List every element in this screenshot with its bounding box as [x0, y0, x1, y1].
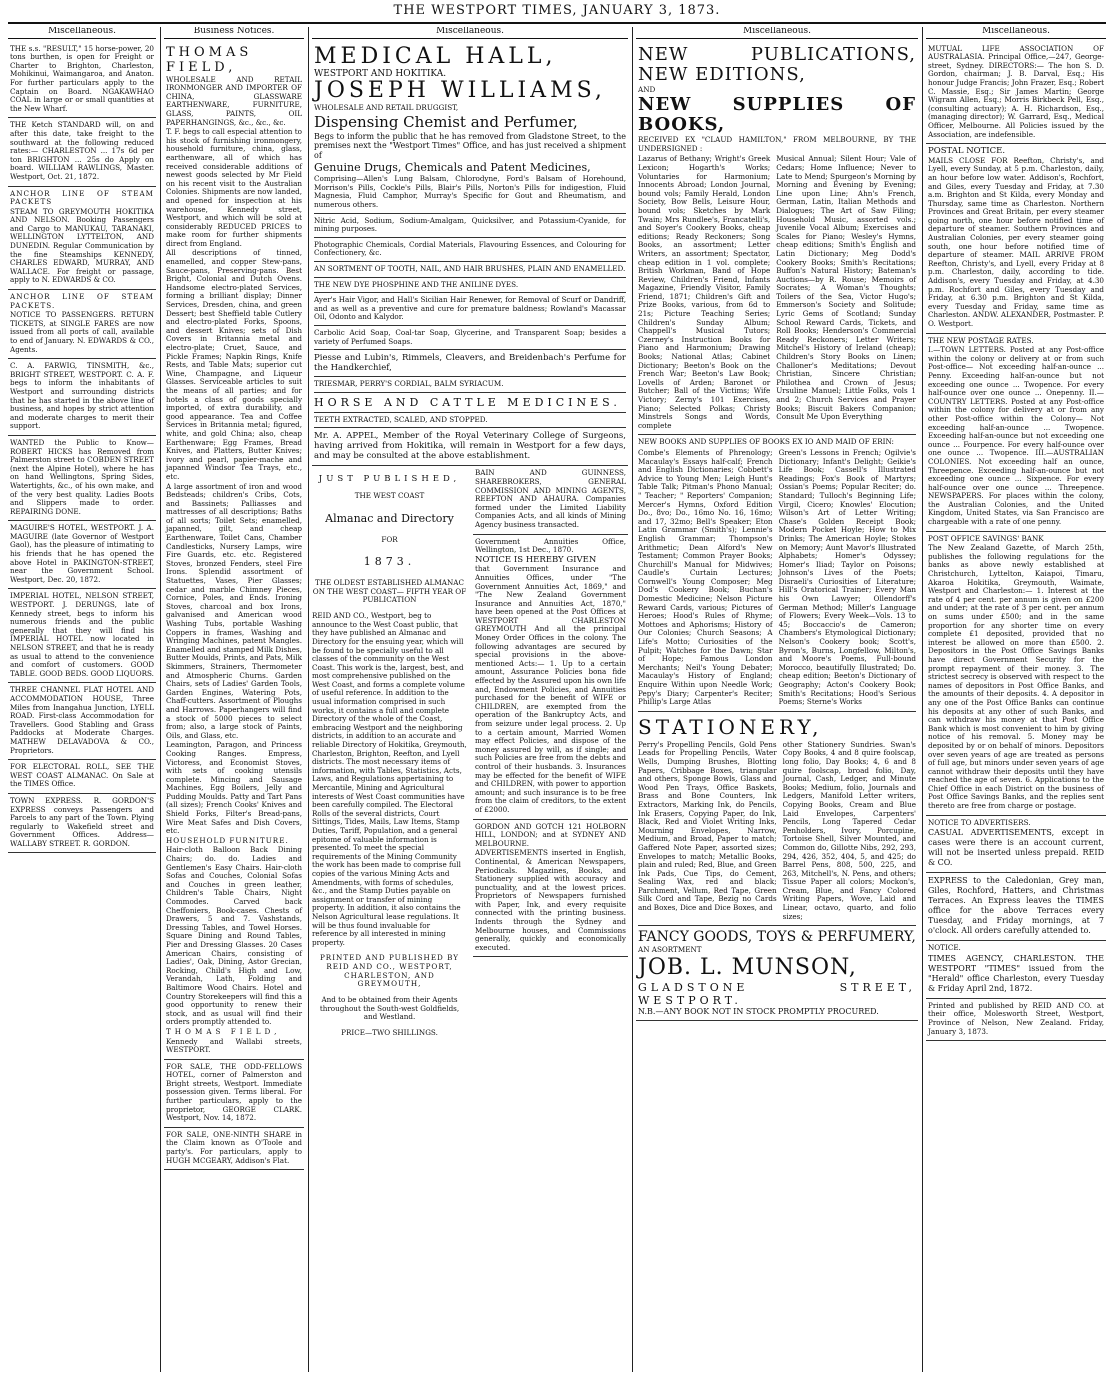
- ad-headline: FANCY GOODS, TOYS & PERFUMERY,: [638, 929, 916, 946]
- ad-munson-books: [636, 42, 918, 1022]
- ad-footnote: N.B.—ANY BOOK NOT IN STOCK PROMPTLY PROCURED.: [638, 1006, 879, 1016]
- ad-text: FOR SALE, THE ODD-FELLOWS HOTEL, corner of Palmerston and Bright streets, Westport. Immediate possession given. Terms liberal. For further particulars, apply to the proprietor, GEORGE CLARK. Westport, Nov. 14, 1872.: [166, 1061, 302, 1123]
- ad-imperial-hotel: [8, 589, 156, 683]
- ad-text: Hair-cloth Balloon Back Dining Chairs; do. do. Ladies and Gentlemen's Easy Chairs. Hair-cloth Sofas and Couches, Colonial Sofas and Couches in green leather, Children's Table Chairs, Night Commodes. Carved back Cheffoniers, Book-cases. Chests of Drawers, 5 and 7. Vashstands, Dressing Tables, and Towel Horses. Square Dining and Round Tables, Pier and Dressing Glasses. 20 Cases American Chairs, consisting of Ladies', Oak, Dining, Astor Grecian, Rocking, Child's High and Low, Verandah, Lath, Folding and Baltimore Wood Chairs. Hotel and Country Storekeepers will find this a good opportunity to renew their stock, and as usual will find their orders promptly attended to.: [166, 845, 302, 1027]
- divider: [314, 237, 626, 238]
- ad-text: CASUAL ADVERTISEMENTS, except in cases were there is an account current, will not be inserted unless prepaid. REID & CO.: [928, 828, 1104, 868]
- ad-signature-address: Kennedy and Wallabi streets, WESTPORT.: [166, 1036, 302, 1055]
- ad-result-steamer: [8, 42, 156, 119]
- ad-headline: Genuine Drugs, Chemicals and Patent Medicines,: [314, 161, 591, 175]
- column-rule: [160, 27, 161, 1372]
- ad-hicks: [8, 436, 156, 521]
- notice-agency: [926, 941, 1106, 999]
- ad-ketch-standard: [8, 118, 156, 186]
- book-list-right: Green's Lessons in French; Ogilvie's Dictionary; Infant's Delight; Geikie's Life Book; Cassell's Illustrated Readings; Fox's Book of Martyrs; Ossian's Poems; Popular Reciter; do. Standard; Tulloch's Beginning Life; Virgil, Cicero; Knowles' Elocution; Wilson's Art of Letter Writing; Chase's Golden Receipt Book; Modern Pocket Hoyle; How to Mix Drinks; The American Hoyle; Stokes on Memory; Aunt Mavor's Illustrated Alphabets; Homer's Odyssey; Homer's Iliad; Taylor on Poisons; Johnson's Lives of the Poets; Disraeli's Curiosities of Literature; Hill's Oratorical Trainer; Every Man his Own Lawyer; Ollendorff's German Method; Miller's Language of Flowers; Every Week—Vols. 13 to 45; Boccaccio's de Cameron; Chambers's Etymological Dictionary; Nelson's Cookery book; Scott's, Byron's, Burns, Longfellow, Milton's, and Moore's Poems, Full-bound Morocco, beautifully Illustrated; Do. cheap edition; Beeton's Dictionary of Geography; Acton's Cookery Book; Smith's Recitations; Hood's Serious Poems; Sterne's Works: [778, 447, 916, 707]
- stationery-left: Perry's Propelling Pencils, Gold Pens Leads for Propelling Pencils, Water Wells, Dumping Brushes, Blotting Papers, Cribbage Boxes, triangular and others, Sponge Bowls, Glass and Wood Pen Trays, Office Baskets, Brass and Bone Counters, Ink Extractors, Marking Ink, do Pencils, Ink Erasers, Copying Paper, do Ink, Black, Red and Violet Writing Inks, Mourning Envelopes, Narrow, Medium, and Broad, Paper to match; Gaffered Note Paper, assorted sizes; Envelopes to match; Metallic Books, plain and ruled; Red, Blue, and Green Ink Pads, Cue Tips, do Cement, Sealing Wax, red and black; Parchment, Vellum, Red Tape, Green Silk Cord and Tape, Bezig no Cards and Boxes, Dice and Dice Boxes, and: [638, 739, 777, 913]
- ad-text: THE Ketch STANDARD will, on and after this date, take freight to the southward at the following reduced rates:— CHARLESTON ... 17s 6d per ton BRIGHTON ... 25s do Apply on board. WILLIAM RAWLINGS, Master. Westport, Oct. 21, 1872.: [10, 120, 154, 181]
- ad-proprietor: JOSEPH WILLIAMS,: [314, 78, 606, 104]
- ad-maguires-hotel: [8, 521, 156, 589]
- divider: [314, 376, 626, 377]
- ad-signature: THOMAS FIELD,: [166, 1026, 281, 1036]
- ad-text: The New Zealand Gazette, of March 25th, publishes the following regulations for the banks as above newly established at Christchurch, Lyttelton, Kaiapoi, Timaru, Akaroa Hokitika, Greymouth, Waimate, Westport and Charleston:— 1. Interest at the rate of 4 per cent. per annum is given on £200 and under; at the rate of 3 per cent. per annum on sums under £500; and in the same proportion for any shorter time on every complete £1 deposited, provided that no interest be allowed on more than £500. 2. Depositors in the Post Office Savings Banks have direct Government Security for the prompt repayment of their money. 3. The strictest secrecy is observed with respect to the names of depositors in Post Office Banks, and the amounts of their deposits. 4. A depositor in any one of the Post Office Banks can continue his deposits at any other of such Banks, and can withdraw his money at that Post Office Bank which is most convenient to him by giving notice of his removal. 5. Money may be deposited by or on behalf of minors. Depositors over seven years of age are treated as persons of full age, but minors under seven years of age cannot withdraw their deposits until they have reached the age of seven. 6. Applications to the Chief Office in each District on the business of Post Office Savings Banks, and the replies sent thereto are free from charge or postage.: [928, 543, 1104, 811]
- ad-title: NEW SUPPLIES OF BOOKS,: [638, 94, 916, 136]
- column-1: [8, 27, 156, 1372]
- ad-text: Photographic Chemicals, Cordial Materials, Flavouring Essences, and Colouring for Confectionery, &c.: [314, 239, 626, 258]
- ad-text: T. F. begs to call especial attention to his stock of furnishing ironmongery, household furniture, china, glass, earthenware, all of which has received considerable additions of newest goods selected by Mr Field on his recent visit to the Australian Colonies. Shipments are now landed, and opened for inspection at his warehouse, Kennedy street, Westport, and which will be sold at considerably REDUCED PRICES to make room for further shipments direct from England.: [166, 127, 302, 248]
- book-list-left: Combe's Elements of Phrenology; Macaulay's Essays half-calf; French and English Dictionaries; Cobbett's Advice to Young Men; Leigh Hunt's Table Talk; Pitman's Phono Manual; " Teacher; " Reporters' Companion; Mercer's Hymns, Oxford Edition Do., 8vo; Do., 16mo No. 16, 16mo; and 17, 32mo; Bell's Speaker; Eton Latin Grammar (Smith's); Lennie's English Grammar; Thompson's Arithmetic; Dean Alford's New Testament; Common Prayer Books; Churchill's Manual for Midwives; Caudle's Curtain Lectures; Cornwell's Young Composer; Meg Dod's Cookery Book; Buchan's Domestic Medicine; Nelson Picture Reward Cards, various; Pictures of Heroes; Hood's Rules of Rhyme; Mottoes and Aphorisms; History of Our Colonies; Church Seasons; A Life's Motto; Curiosities of the Pulpit; Watches for the Dawn; Star of Hope; Famous London Merchants; Neil's Young Debater; Macaulay's History of England; Enquire Within upon Needle Work; Pepy's Diary; Carpenter's Reciter; Phillip's Large Atlas: [638, 447, 773, 707]
- ad-subtitle: WHOLESALE AND RETAIL IRONMONGER AND IMPORTER OF CHINA, GLASSWARE EARTHENWARE, FURNITURE, GLASS, PAINTS, OIL PAPERHANGINGS, &c., &c., &c.: [166, 74, 302, 127]
- ad-subheading: THE OLDEST ESTABLISHED ALMANAC ON THE WEST COAST— FIFTH YEAR OF PUBLICATION: [312, 578, 467, 605]
- ad-text: MUTUAL LIFE ASSOCIATION OF AUSTRALASIA. Principal Office,—247, George-street, Sydney. DIRECTORS:— The hon S. D. Gordon, chairman; J. B. Darval, Esq.; His honour Judge Francis; John Frazer, Esq.; Robert C. Massie, Esq.; Sir James Martin; George Wigram Allen, Esq.; Morris Birkbeck Pell, Esq., (consulting actuary); A. H. Richardson, Esq., (managing director); W. Garrard, Esq., Medical Officer, Melbourne. All Policies issued by the Association, are indefensible.: [928, 43, 1104, 139]
- ad-heading: POSTAL NOTICE.: [928, 146, 1006, 157]
- ad-headline: Dispensing Chemist and Perfumer,: [314, 112, 578, 131]
- ad-title: NEW PUBLICATIONS, NEW EDITIONS,: [638, 43, 916, 85]
- ad-heading: NOTICE.: [928, 943, 961, 953]
- ad-text: Leamington, Paragon, and Princess Cooking Ranges. Empress, Victoress, and Economist Stoves, with sets of cooking utensils complete. Mincing and Sausage Machines, Egg Boilers, Jelly and Pudding Moulds. Patty and Tart Pans (all sizes); French Cooks' Knives and Shield Forks, Filter's Bread-pans, Wire Meat Safes and Dish Covers, etc.: [166, 740, 302, 836]
- divider: [314, 277, 626, 278]
- ad-price: PRICE—TWO SHILLINGS.: [341, 1028, 438, 1037]
- ad-thomas-field: [164, 42, 304, 1060]
- ad-oddfellows-sale: [164, 1060, 304, 1128]
- column-5: [926, 27, 1106, 1372]
- book-list-left: Lazarus of Bethany; Wright's Greek Lexicon; Hogarth's Works; Voluntaries for Harmonium; Innocents Abroad; London Journal, bound vols; Family Herald, London Society, Bow Bells, Leisure Hour, bound vols; Sketches by Mark Twain; Mrs Rundlee's, Francatelli's, and Soyer's Cookery Books, cheap editions; Ready Reckoners; Song Books, an assortment; Letter Writers, an assortment; Spectator, cheap edition in 1 vol. complete; British Workman, Band of Hope Review, Children's Friend, Infants Magazine, Friendly Visitor, Family Friend, 1871; Children's Gift and Prize Books, various, from 6d to 21s; Picture Teaching Series; Children's Sunday Album; Chappell's Musical Tutors; Czerney's Instruction Books for Piano and Harmonium; Drawing Books; National Atlas; Cabinet Dictionary; Beeton's Book on the French War; Beeton's Law Book; Lovells of Arden; Baronet or Butcher; Ball of the Victims; Wife Victory; Zerny's 101 Exercises, Piano; Selected Polkas; Christy Minstrels Songs and Words, complete: [638, 154, 771, 430]
- notice-to-advertisers: [926, 816, 1106, 874]
- ad-text: EXPRESS to the Caledonian, Grey man, Giles, Rochford, Hatters, and Christmas Terraces. An Express leaves the TIMES office for the above Terraces every Tuesday, and Friday mornings, at 7 o'clock. All orders carefully attended to.: [928, 876, 1104, 936]
- ad-text: And to be obtained from their Agents throughout the South-west Goldfields, and Westland.: [319, 995, 460, 1022]
- book-list-1: [638, 154, 916, 431]
- ad-text: AN SORTMENT OF TOOTH, NAIL, AND HAIR BRUSHES, PLAIN AND ENAMELLED.: [314, 264, 626, 274]
- ad-three-channel: [8, 683, 156, 760]
- ad-subheading: NOTICE IS HEREBY GIVEN: [475, 554, 597, 565]
- ad-express: [926, 873, 1106, 941]
- ad-headline: Almanac and Directory: [325, 511, 454, 525]
- ad-text: WANTED the Public to Know— ROBERT HICKS has Removed from Palmerston street to COBDEN STREET (next the Alpine Hotel), where he has on hand Wellingtons, Spring Sides, Watertights, &c., of his own make, and of the very best quality. Ladies Boots and Slippers made to order. REPAIRING DONE.: [10, 437, 154, 516]
- ad-role: WHOLESALE AND RETAIL DRUGGIST,: [314, 103, 459, 113]
- ad-heading: NOTICE TO ADVERTISERS.: [928, 817, 1031, 827]
- ad-anchor-line-2: [8, 290, 156, 359]
- ad-subheading: HOUSEHOLD FURNITURE.: [166, 835, 289, 845]
- savings-bank: [926, 532, 1106, 816]
- ad-heading: THE NEW POSTAGE RATES.: [928, 335, 1034, 345]
- ad-medical-hall: [312, 42, 628, 467]
- ad-subheading: NEW BOOKS AND SUPPLIES OF BOOKS EX IO AND MAID OF ERIN:: [638, 437, 894, 447]
- ad-subheading: THE WEST COAST: [354, 490, 425, 500]
- ad-imprint: PRINTED AND PUBLISHED BY REID AND CO., WESTPORT, CHARLESTON, AND GREYMOUTH,: [319, 953, 460, 989]
- column-1-heading: Miscellaneous.: [8, 27, 156, 39]
- ad-anchor-line-1: [8, 187, 156, 291]
- ad-text: C. A. FARWIG, TINSMITH, &c., BRIGHT STREET, WESTPORT. C. A. F. begs to inform the inhabitants of Westport and surrounding districts that he has started in the above line of business, and hopes by strict attention and moderate charges to merit their support.: [10, 361, 154, 431]
- ad-text: BAIN AND GUINNESS, SHAREBROKERS, GENERAL COMMISSION AND MINING AGENTS, REEFTON AND AHAURA. Companies formed under the Limited Liability Companies Acts, and all kinds of Mining Agency business transacted.: [475, 468, 626, 529]
- divider: [314, 412, 626, 413]
- ad-subtitle: WESTPORT AND HOKITIKA.: [314, 68, 447, 79]
- book-list-2: [638, 448, 916, 708]
- postal-notice: [926, 144, 1106, 333]
- ad-text: TOWN EXPRESS. R. GORDON'S EXPRESS conveys Passengers and Parcels to any part of the Town. Plying regularly to Wakefield street and Government Offices. Address—WALLABY STREET. R. GORDON.: [10, 795, 154, 848]
- ad-text: Piesse and Lubin's, Rimmels, Cleavers, and Breidenbach's Perfume for the Handkerchief,: [314, 353, 626, 374]
- ad-bain-guinness: [473, 466, 628, 534]
- ad-title: THOMAS FIELD,: [166, 44, 253, 75]
- ad-proprietor: JOB. L. MUNSON,: [638, 954, 857, 980]
- divider: [314, 213, 626, 214]
- ad-gordon-gotch: [473, 820, 628, 958]
- ad-text: TEETH EXTRACTED, SCALED, AND STOPPED.: [314, 414, 488, 424]
- ad-electoral-roll: [8, 760, 156, 794]
- ad-text: that Government Insurance and Annuities Offices, under "The Government Annuities Act, 1869," and "The New Zealand Government Insurance and Annuities Act, 1870," have been opened at the Post Offices at WESTPORT CHARLESTON GREYMOUTH And all the principal Money Order Offices in the colony. The following advantages are secured by special provisions in the above-mentioned Acts:— 1. Up to a certain amount, Assurance Policies bona fide effected by the Assured upon his own life and, Endowment Policies, and Annuities purchased for the benefit of WIFE or CHILDREN, are exempted from the operation of the Bankruptcy Acts, and from seizure under legal process. 2. Up to a certain amount, Married Women may effect Policies, and dispose of the money assured by will, as if single; and such Policies are free from the debts and control of their husbands. 3. Insurances may be effected for the benefit of WIFE and CHILDREN, with power to apportion amount; and such insurance is to be free from the claim of creditors, to the extent of £2000.: [475, 564, 626, 814]
- almanac-ad: [312, 466, 467, 1044]
- ad-text: AN ASORTMENT: [638, 945, 702, 955]
- ad-text: Mr. A. APPEL, Member of the Royal Veterinary College of Surgeons, having arrived from Hokitika, will remain in Westport for a few days, and may be consulted at the above establishment.: [314, 431, 626, 462]
- stationery-right: other Stationery Sundries. Swan's Copy Books, 4 and 8 quire foolscap, long folio, Day Books; 4, 6 and 8 quire foolscap, broad folio, Day, Journal, Cash, Ledger, and Minute Books; Medium, folio, Journals and Ledgers, Manifold Letter writers, Copying Books, Cream and Blue Laid Envelopes, Carpenters' Pencils, Long Tapered Cedar Penholders, Ivory, Porcupine, Tortoise Shell, Silver Mounted, and Common do, Gillotte Nibs, 292, 293, 294, 426, 352, 404, 5, and 425; do Barrel Pens, 808, 500, 225, and 263, Mitchell's, N. Pens, and others; Tissue Paper all colors; Mockon's, Cream, Blue, and Fancy Colored Writing Papers, Wove, Laid and Linear, octavo, quarto, and folio sizes;: [782, 739, 916, 921]
- ad-text: IMPERIAL HOTEL, NELSON STREET, WESTPORT. J. DERUNGS, late of Kennedy street, begs to inform his numerous friends and the public generally that they will find his IMPERIAL HOTEL now located in NELSON STREET, and that he is ready as usual to attend to the convenience and comfort of customers. GOOD TABLE. GOOD BEDS. GOOD LIQUORS.: [10, 591, 154, 678]
- ad-text: Printed and published by REID AND CO. at their office, Molesworth Street, Westport, Province of Nelson, New Zealand. Friday, January 3, 1873.: [928, 1000, 1104, 1036]
- ad-text: NOTICE TO PASSENGERS. RETURN TICKETS, at SINGLE FARES are now issued from all ports of call, available to end of January. N. EDWARDS & CO., Agents.: [10, 310, 154, 354]
- ad-share-sale: [164, 1128, 304, 1170]
- ad-text: TRIESMAR, PERRY'S CORDIAL, BALM SYRIACUM.: [314, 379, 504, 389]
- ad-text: THE s.s. "RESULT," 15 horse-power, 20 tons burthen, is open for Freight or Charter to Brighton, Charleston, Mohikinui, Waimangaroa, and Anaton. For further particulars apply to the Captain on Board. NGAKAWHAO COAL in large or or small quantities at the New Wharf.: [10, 43, 154, 113]
- ad-heading: GORDON AND GOTCH 121 HOLBORN HILL, LONDON; and at SYDNEY AND MELBOURNE.: [475, 821, 626, 848]
- divider: [314, 392, 626, 393]
- stationery-list: [638, 740, 916, 922]
- ad-government-annuities: [473, 535, 628, 820]
- masthead-rule: [8, 22, 1106, 24]
- divider: [314, 325, 626, 326]
- divider: [638, 925, 916, 926]
- ad-text: ADVERTISEMENTS inserted in English, Continental, & American Newspapers, Periodicals. Magazines, Books, and Stationery supplied with accuracy and punctuality, and at the lowest prices. Proprietors of Newspapers furnished with Paper, Ink, and every requisite connected with the printing business. Indents through the Sydney and Melbourne houses, and Commissions generally, quickly and economically executed.: [475, 848, 626, 952]
- ad-text: STEAM TO GREYMOUTH HOKITIKA AND NELSON. Booking Passengers and Cargo to MANUKAU, TARANAKI, WELLINGTON LYTTELTON, AND DUNEDIN. Regular Communication by the fine Steamships KENNEDY, CHARLES EDWARD, MURRAY, AND WALLACE. For freight or passage, apply to N. EDWARDS & CO.: [10, 206, 154, 285]
- ad-text: AND: [638, 84, 656, 94]
- ad-heading: Government Annuities Office, Wellington, 1st Dec., 1870.: [475, 536, 626, 555]
- ad-text: A large assortment of iron and wood Bedsteads; children's Cribs, Cots, and Bassinets; Palliasses and mattresses of all descriptions; Baths of all sorts; Toilet Sets; enamelled, japanned, gilt, and cheap Earthenware, Toilet Cans, Chamber Candlesticks, Nursery Lamps, wire Fire Guards, etc. etc. Registered Stoves, bronzed Fenders, steel Fire Irons. Splendid assortment of Statuettes, Vases, Pier Glasses; cedar and marble Chimney Pieces, Cornice, Poles, and Ends. Ironing Stoves, charcoal and box Irons, galvanised and American wood Washing Tubs, portable Washing Coppers in frames, Washing and Wringing Machines, patent Mangles. Enamelled and stamped Milk Dishes, Butter Moulds, Prints, and Pats, Milk Skimmers, Strainers, Thermometer and Atmospheric Churns. Garden Chairs, sets of Ladies' Garden Tools, Garden Engines, Watering Pots, Chaff-cutters. Assortment of Ploughs and Harrows. Paperhangers will find a stock of 5000 pieces to select from; also, a large stock of Paints, Oils, and Glass, etc.: [166, 481, 302, 740]
- ad-text: MAGUIRE'S HOTEL, WESTPORT. J. A. MAGUIRE (late Governor of Westport Gaol), has the pleasure of intimating to his friends that he has opened the above Hotel in PAKINGTON-STREET, near the Government School. Westport, Dec. 20, 1872.: [10, 523, 154, 584]
- ad-headline: HORSE AND CATTLE MEDICINES.: [314, 395, 621, 409]
- ad-farwig: [8, 359, 156, 436]
- ad-text: Nitric Acid, Sodium, Sodium-Amalgam, Quicksilver, and Potassium-Cyanide, for mining purposes.: [314, 215, 626, 234]
- ad-heading: ANCHOR LINE OF STEAM PACKETS.: [10, 292, 154, 310]
- column-5-heading: Miscellaneous.: [926, 27, 1106, 39]
- divider: [314, 261, 626, 262]
- ad-text: THE NEW DYE PHOSPHINE AND THE ANILINE DYES.: [314, 279, 519, 289]
- column-3-heading: Miscellaneous.: [312, 27, 628, 39]
- ad-text: FOR: [381, 534, 398, 544]
- column-3-right: [473, 466, 628, 1044]
- ad-title: MEDICAL HALL,: [314, 43, 557, 69]
- ad-mutual-life: [926, 42, 1106, 145]
- ad-text: All descriptions of tinned, enamelled, and copper Stew-pans, Sauce-pans, Preserving-pans. Best Bright, Colonial and Dutch Ovens. Handsome electro-plated Services, forming a brilliant display; Dinner Services, Dresden, china, and green Dessert; best Sheffield table Cutlery and electro-plated Forks, Spoons, and dessert Knives; sets of Dish Covers in Britannia metal and electro-plate; Cruet, Sauce, and Pickle Frames; Napkin Rings, Knife Rests, and Table Mats; superior cut Wine, Champagne, and Liqueur Glasses. Serviceable articles to suit the means of all parties; and for hotels a class of goods specially imported, of extra durability, and good appearance. Tea and Coffee Services in Britannia metal; figured, white, and gold China; also, cheap Earthenware; Egg Frames, Bread Knives, and Platters, Butter Knives; ivory and pearl, papier-mache and japanned Windsor Tea Trays, etc., etc.: [166, 248, 302, 481]
- ad-address: GLADSTONE STREET, WESTPORT.: [638, 980, 916, 1007]
- ad-town-express: [8, 794, 156, 854]
- ad-text: FOR SALE, ONE-NINTH SHARE in the Claim known as O'Toole and party's. For particulars, apply to HUGH MCGEARY, Addison's Flat.: [166, 1129, 302, 1165]
- divider: [314, 427, 626, 428]
- ad-text: TIMES AGENCY, CHARLESTON. THE WESTPORT "TIMES" issued from the "Herald" office Charleston, every Tuesday & Friday April 2nd, 1872.: [928, 953, 1104, 993]
- ad-text: Begs to inform the public that he has removed from Gladstone Street, to the premises next the "Westport Times" Office, and has just received a shipment of: [314, 131, 626, 160]
- column-rule: [308, 27, 309, 1372]
- imprint: [926, 999, 1106, 1041]
- ad-headline: STATIONERY,: [638, 714, 823, 739]
- masthead: THE WESTPORT TIMES, JANUARY 3, 1873.: [393, 3, 721, 18]
- divider: [638, 434, 916, 435]
- ad-text: REID AND CO., Westport, beg to announce to the West Coast public, that they have published an Almanac and Directory for the ensuing year, which will be found to be specially useful to all classes of the community on the West Coast. This work is the, largest, best, and most comprehensive published on the West Coast, and forms a complete volume of useful reference. In addition to the usual information comprised in such works, it contains a full and complete Directory of the whole of the Coast, embracing Westport and the neighboring districts, in addition to an accurate and reliable Directory of Hokitika, Greymouth, Charleston, Brighton, Reefton, and Lyell districts. The most necessary items of information, with Tables, Statistics, Acts, Laws, and Regulations appertaining to Mercantile, Mining and Agricultural interests of West Coast communities have been carefully compiled. The Electoral Rolls of the several districts, Court Sittings, Tides, Mails, Law Items, Stamp Duties, Tariff, Population, and a general epitome of valuable information is presented. To meet the special requirements of the Mining Community the work has been made to comprise full copies of the various Mining Acts and Amendments, with forms of schedules, &c., and the Stamp Duties payable on assignment or transfer of mining property. In addition, it also contains the Nelson Agricultural lease regulations. It will be thus found invaluable for reference by all interested in mining property.: [312, 611, 467, 947]
- ad-year: 1873.: [363, 555, 416, 569]
- divider: [314, 349, 626, 350]
- ad-text: FOR ELECTORAL ROLL, SEE THE WEST COAST ALMANAC. On Sale at the TIMES Office.: [10, 762, 154, 789]
- ad-text: Carbolic Acid Soap, Coal-tar Soap, Glycerine, and Transparent Soap; besides a variety of Perfumed Soaps.: [314, 328, 626, 346]
- column-rule: [632, 27, 633, 1372]
- divider: [638, 711, 916, 712]
- ad-heading: JUST PUBLISHED,: [318, 473, 461, 484]
- column-4: [636, 27, 918, 1372]
- ad-subheading: RECEIVED EX "CLAUD HAMILTON," FROM MELBOURNE, BY THE UNDERSIGNED :: [638, 135, 916, 153]
- book-list-right: Musical Annual; Silent Hour; Vale of Cedars; Home Influence; Never to Late to Mend; Spurgeon's Morning by Morning and Evening by Evening; Line upon Line; Ahn's French, German, Latin, Italian Methods and Dialogues; The Art of Saw Filing; Household Music, assorted vols.; Juvenile Vocal Album; Exercises and Scales for Piano; Wesley's Hymns, cheap editions; Smith's English and Latin Dictionary; Meg Dodd's Cookery Books; Smith's Recitations; Buffon's Natural History; Bateman's Auctions—by R. Rouse; Memoirs of Socrates; A Woman's Thoughts; Toilers of the Sea, Victor Hugo's; Emmerson's Society and Solitude; Lyric Gems of Scotland; Sunday School Reward Cards, Tickets, and Roll Books; Henderson's Commercial Ready Reckoners; Letter Writers; Mitchel's History of Ireland (cheap); Children's Story Books on Linen; Challoner's Meditations; Devout Christian, Sincere Christian; Philothea and Crown of Jesus; Ursuline Manuel; Little Folks, vols 1 and 2; Church Services and Prayer Books; Biscuit Bakers Companion; Consult Me Upon Everything: [776, 154, 916, 422]
- column-4-heading: Miscellaneous.: [636, 27, 918, 39]
- ad-text: MAILS CLOSE FOR Reefton, Christy's, and Lyell, every Sunday, at 5 p.m. Charleston, daily, an hour before low water. Addison's, Rochfort, and Giles, every Tuesday and Friday, at 7.30 a.m. Brighton and St Kilda, every Monday and Thursday, same time as Charleston. Northern Provinces and Great Britain, per every steamer going north, one hour before notified time of departure of steamer. Southern Provinces and Australian Colonies, per every steamer going south, one hour before notified time of departure of steamer. MAIL ARRIVE FROM Reefton, Christy's, and Lyell, every Friday at 8 p.m. Charleston, daily, according to tide. Addison's, every Tuesday and Friday, at 4.30 p.m. Rochfort and Giles, every Tuesday and Friday, at 6.30 p.m. Brighton and St Kilda, every Tuesday and Friday, same time as Charleston. ANDW. ALEXANDER, Postmaster. P. O. Westport.: [928, 155, 1104, 328]
- ad-text: Ayer's Hair Vigor, and Hall's Sicilian Hair Renewer, for Removal of Scurf or Dandriff, and as well as a preventive and cure for premature baldness; Rowland's Macassar Oil, Odonto and Kalydor.: [314, 295, 626, 322]
- ad-heading: ANCHOR LINE OF STEAM PACKETS: [10, 188, 154, 207]
- column-2-heading: Business Notices.: [164, 27, 304, 39]
- ad-text: Comprising—Allen's Lung Balsam, Chlorodyne, Ford's Balsam of Horehound, Morrison's Pills, Cockle's Pills, Blair's Pills, Norton's Pills for indigestion, Fluid Magnesia, Fluid Camphor, Murray's Specific for Gout and Rheumatism, and numerous others.: [314, 174, 626, 210]
- ad-heading: POST OFFICE SAVINGS' BANK: [928, 533, 1044, 543]
- column-3: [312, 27, 628, 1372]
- column-2: [164, 27, 304, 1372]
- column-3-split: [312, 466, 628, 1044]
- postage-rates: [926, 334, 1106, 532]
- ad-text: I.—TOWN LETTERS. Posted at any Post-office within the colony or delivery at or from such Post-office— Not exceeding half-an-ounce ... Penny. Exceeding half-an-ounce but not exceeding one ounce ... Twopence. For every half-ounce over one ounce ... Onepenny. II.—COUNTRY LETTERS. Posted at any Post-office within the colony for delivery at or from any other Post-office within the Colony— Not exceeding half-an-ounce ... Twopence. Exceeding half-an-ounce but not exceeding one ounce ... Fourpence. For every half-ounce over one ounce ... Twopence. III.—AUSTRALIAN COLONIES. Not exceeding half an ounce, Threepence. Exceeding half-an-ounce but not exceeding one ounce ... Sixpence. For every half-ounce over one ounce ... Threepence. NEWSPAPERS. For places within the colony, the Australian Colonies, and the United Kingdom, United States, via San Francisco are chargeable with a rate of one penny.: [928, 345, 1104, 527]
- divider: [314, 292, 626, 293]
- ad-text: THREE CHANNEL FLAT HOTEL AND ACCOMMODATION HOUSE, Three Miles from Inangahua Junction, LYELL ROAD. First-class Accommodation for Travellers. Good Stabling and Grass Paddocks at Moderate Charges. MATHEW DELAVADOVA & CO., Proprietors.: [10, 685, 154, 755]
- column-rule: [922, 27, 923, 1372]
